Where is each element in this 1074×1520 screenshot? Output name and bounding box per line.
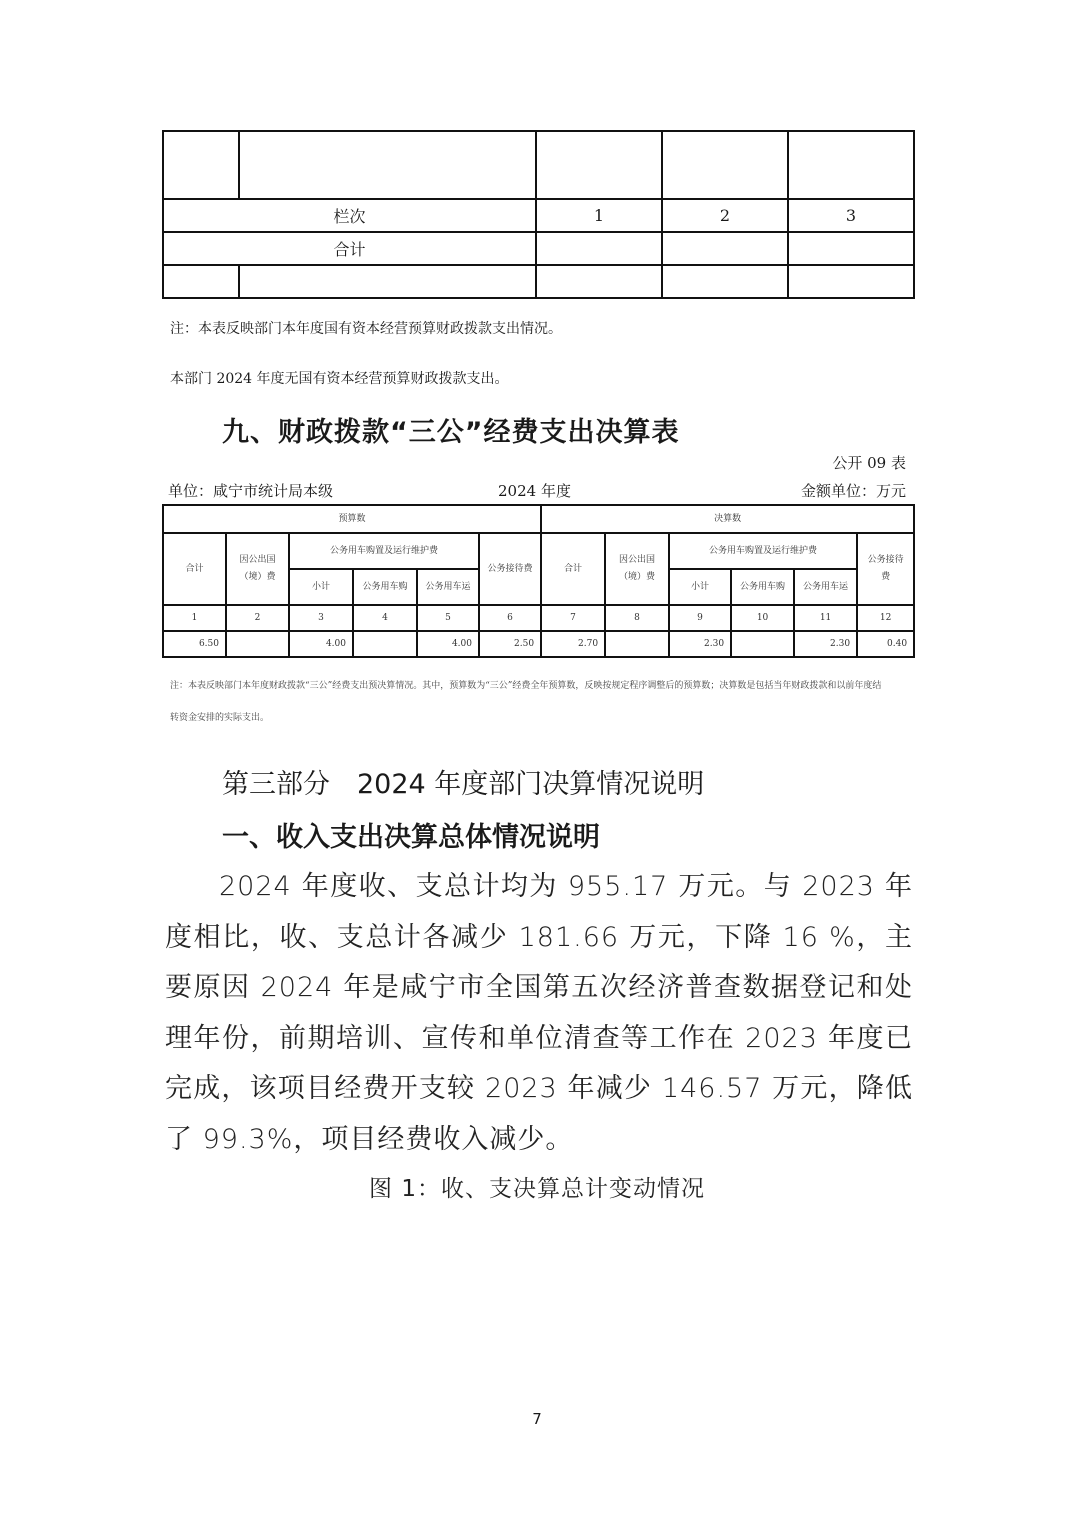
reporting-unit: 单位：咸宁市统计局本级	[168, 482, 334, 500]
col-header-reception-line2: 费	[881, 572, 891, 582]
state-capital-note: 注：本表反映部门本年度国有资本经营预算财政拨款支出情况。	[170, 321, 562, 337]
index-cell: 6	[479, 605, 541, 631]
index-cell: 3	[289, 605, 353, 631]
value-cell-budget-reception: 2.50	[479, 631, 541, 657]
subsection-title: 一、收入支出决算总体情况说明	[222, 822, 600, 853]
value-cell-final-vehicle-purchase	[731, 631, 794, 657]
group-header-budget: 预算数	[163, 505, 541, 533]
index-cell: 1	[163, 605, 226, 631]
table-row-index	[163, 199, 914, 232]
figure-caption: 图 1：收、支决算总计变动情况	[369, 1176, 705, 1202]
value-cell-final-total: 2.70	[541, 631, 605, 657]
col-header-total: 合计	[541, 533, 605, 605]
table-row-total	[163, 232, 914, 265]
col-header-reception-line1: 公务接待	[867, 555, 904, 566]
value-cell	[239, 265, 536, 298]
index-cell: 8	[605, 605, 669, 631]
value-cell	[536, 232, 662, 265]
value-cell-budget-vehicle-purchase	[353, 631, 417, 657]
col-header-total: 合计	[163, 533, 226, 605]
money-unit: 金额单位：万元	[800, 482, 906, 500]
index-cell: 10	[731, 605, 794, 631]
header-cell	[163, 131, 239, 199]
value-cell-final-abroad	[605, 631, 669, 657]
index-cell: 3	[788, 199, 914, 232]
index-cell: 7	[541, 605, 605, 631]
fiscal-year: 2024 年度	[498, 482, 571, 500]
group-header-final: 决算数	[541, 505, 914, 533]
col-header-vehicle-purchase: 公务用车购	[353, 569, 417, 605]
col-header-subtotal: 小计	[289, 569, 353, 605]
value-cell	[788, 265, 914, 298]
index-cell: 2	[226, 605, 289, 631]
col-header-reception	[857, 533, 914, 605]
section-title: 九、财政拨款“三公”经费支出决算表	[222, 417, 680, 448]
col-header-abroad-line2: （境）费	[619, 572, 656, 582]
table-header-row	[163, 131, 914, 199]
col-header-subtotal: 小计	[669, 569, 731, 605]
table-number: 公开 09 表	[832, 454, 906, 472]
state-capital-statement: 本部门 2024 年度无国有资本经营预算财政拨款支出。	[170, 371, 509, 387]
state-capital-table	[162, 130, 915, 299]
value-cell	[662, 265, 788, 298]
value-cell-budget-total: 6.50	[163, 631, 226, 657]
value-cell-budget-vehicle-subtotal: 4.00	[289, 631, 353, 657]
value-cell-final-vehicle-operation: 2.30	[794, 631, 857, 657]
index-cell: 12	[857, 605, 914, 631]
value-cell-budget-vehicle-operation: 4.00	[417, 631, 479, 657]
index-cell: 2	[662, 199, 788, 232]
col-header-reception: 公务接待费	[479, 533, 541, 605]
group-header-row	[163, 505, 914, 533]
page-number: 7	[532, 1410, 542, 1428]
index-cell: 9	[669, 605, 731, 631]
col-header-vehicle-operation: 公务用车运	[417, 569, 479, 605]
body-paragraph: 2024 年度收、支总计均为 955.17 万元。与 2023 年度相比，收、支总计各减少 181.66 万元，下降 16 %，主要原因 2024 年是咸宁市全国第五次经济普查数据登记和处理年份，前期培训、宣传和单位清查等工作在 2023 年度已完成，该项目经费开支较 2023 年减少 146.57 万元，降低了 99.3%，项目经费收入减少。	[165, 871, 913, 1155]
value-cell	[662, 232, 788, 265]
three-public-expenses-table	[162, 504, 915, 658]
header-cell	[662, 131, 788, 199]
col-header-vehicle: 公务用车购置及运行维护费	[669, 533, 857, 569]
three-public-note-line2: 转资金安排的实际支出。	[170, 713, 270, 723]
index-cell: 1	[536, 199, 662, 232]
header-cell	[239, 131, 536, 199]
row-label-total: 合计	[163, 232, 536, 265]
col-header-abroad	[226, 533, 289, 605]
part-title: 第三部分 2024 年度部门决算情况说明	[222, 769, 705, 800]
value-cell-budget-abroad	[226, 631, 289, 657]
header-cell	[536, 131, 662, 199]
value-row	[163, 631, 914, 657]
three-public-note	[170, 670, 915, 734]
value-cell	[536, 265, 662, 298]
col-header-abroad	[605, 533, 669, 605]
col-header-vehicle: 公务用车购置及运行维护费	[289, 533, 479, 569]
col-header-vehicle-purchase: 公务用车购	[731, 569, 794, 605]
header-cell	[788, 131, 914, 199]
index-cell: 4	[353, 605, 417, 631]
col-header-abroad-line1: 因公出国	[239, 555, 276, 566]
three-public-note-line1: 注：本表反映部门本年度财政拨款“三公”经费支出预决算情况。其中，预算数为“三公”经费全年预算数，反映按规定程序调整后的预算数；决算数是包括当年财政拨款和以前年度结	[170, 681, 882, 691]
index-row	[163, 605, 914, 631]
row-label-index: 栏次	[163, 199, 536, 232]
value-cell	[163, 265, 239, 298]
table-row-empty	[163, 265, 914, 298]
col-header-abroad-line1: 因公出国	[619, 555, 656, 566]
value-cell-final-vehicle-subtotal: 2.30	[669, 631, 731, 657]
value-cell	[788, 232, 914, 265]
value-cell-final-reception: 0.40	[857, 631, 914, 657]
col-header-vehicle-operation: 公务用车运	[794, 569, 857, 605]
index-cell: 11	[794, 605, 857, 631]
column-header-row	[163, 533, 914, 569]
index-cell: 5	[417, 605, 479, 631]
col-header-abroad-line2: （境）费	[239, 572, 276, 582]
